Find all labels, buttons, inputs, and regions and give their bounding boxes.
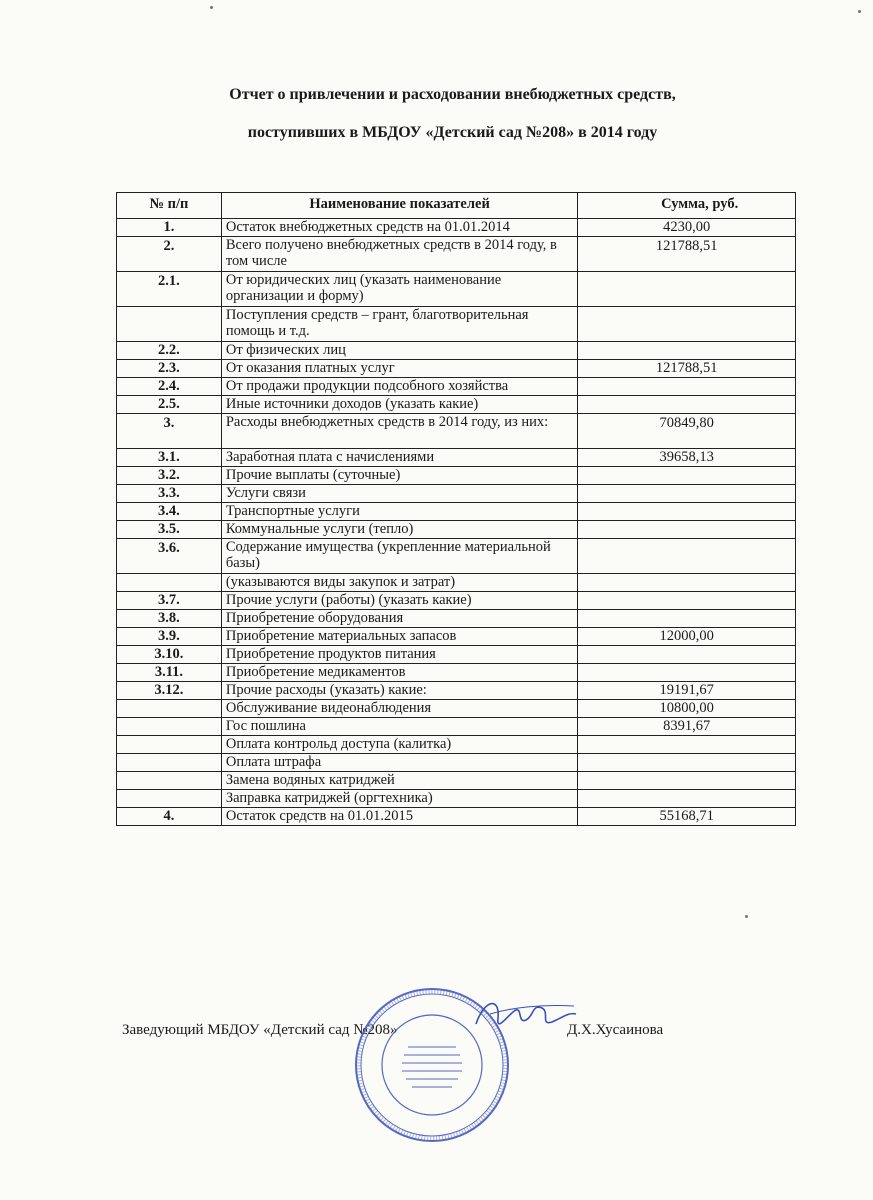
- row-name: Гос пошлина: [221, 718, 577, 736]
- row-sum: 8391,67: [578, 718, 796, 736]
- row-name: Содержание имущества (укрепленние материальной базы): [221, 539, 577, 574]
- row-num: 3.8.: [117, 610, 222, 628]
- row-name: Прочие услуги (работы) (указать какие): [221, 592, 577, 610]
- row-sum: [578, 396, 796, 414]
- row-sum: 10800,00: [578, 700, 796, 718]
- row-num: 3.9.: [117, 628, 222, 646]
- row-num: 3.3.: [117, 485, 222, 503]
- table-row: [117, 808, 796, 826]
- row-name: Оплата контрольд доступа (калитка): [221, 736, 577, 754]
- table-row: [117, 539, 796, 574]
- row-num: [117, 574, 222, 592]
- row-num: [117, 790, 222, 808]
- table-row: [117, 414, 796, 449]
- row-num: [117, 307, 222, 342]
- report-table: [116, 192, 796, 826]
- row-name: Поступления средств – грант, благотворительная помощь и т.д.: [221, 307, 577, 342]
- signer-name: Д.Х.Хусаинова: [567, 1022, 664, 1038]
- row-num: 4.: [117, 808, 222, 826]
- row-sum: [578, 485, 796, 503]
- table-row: [117, 790, 796, 808]
- row-num: [117, 772, 222, 790]
- row-name: Остаток внебюджетных средств на 01.01.2014: [221, 219, 577, 237]
- row-name: Расходы внебюджетных средств в 2014 году, из них:: [221, 414, 577, 449]
- row-num: 3.6.: [117, 539, 222, 574]
- report-title-line-2: поступивших в МБДОУ «Детский сад №208» в 2014 году: [247, 124, 658, 141]
- row-num: 2.4.: [117, 378, 222, 396]
- row-name: Замена водяных катриджей: [221, 772, 577, 790]
- row-name: Приобретение оборудования: [221, 610, 577, 628]
- table-header-row: [117, 193, 796, 219]
- row-name: Прочие расходы (указать) какие:: [221, 682, 577, 700]
- row-sum: [578, 574, 796, 592]
- row-num: 2.: [117, 237, 222, 272]
- table-row: [117, 718, 796, 736]
- row-name: Приобретение продуктов питания: [221, 646, 577, 664]
- table-row: [117, 646, 796, 664]
- row-num: 3.11.: [117, 664, 222, 682]
- row-num: 2.3.: [117, 360, 222, 378]
- handwritten-signature: [470, 990, 580, 1040]
- row-sum: [578, 610, 796, 628]
- row-num: 3.4.: [117, 503, 222, 521]
- row-num: [117, 754, 222, 772]
- row-num: 2.1.: [117, 272, 222, 307]
- table-row: [117, 628, 796, 646]
- report-title-line-1: Отчет о привлечении и расходовании внебюджетных средств,: [229, 86, 676, 103]
- row-sum: 12000,00: [578, 628, 796, 646]
- row-sum: [578, 790, 796, 808]
- row-num: 3.10.: [117, 646, 222, 664]
- table-row: [117, 521, 796, 539]
- row-num: 1.: [117, 219, 222, 237]
- row-name: (указываются виды закупок и затрат): [221, 574, 577, 592]
- header-sum: Сумма, руб.: [578, 193, 796, 219]
- row-name: Приобретение материальных запасов: [221, 628, 577, 646]
- row-sum: [578, 646, 796, 664]
- table-row: [117, 378, 796, 396]
- row-sum: [578, 503, 796, 521]
- scan-speck: [858, 10, 861, 13]
- row-sum: [578, 539, 796, 574]
- table-row: [117, 664, 796, 682]
- row-sum: 121788,51: [578, 360, 796, 378]
- table-row: [117, 610, 796, 628]
- table-row: [117, 503, 796, 521]
- table-row: [117, 736, 796, 754]
- table-row: [117, 272, 796, 307]
- scan-speck: [210, 6, 213, 9]
- signer-position: Заведующий МБДОУ «Детский сад №208»: [122, 1022, 398, 1038]
- row-num: [117, 736, 222, 754]
- row-name: От юридических лиц (указать наименование организации и форму): [221, 272, 577, 307]
- row-name: Всего получено внебюджетных средств в 2014 году, в том числе: [221, 237, 577, 272]
- row-sum: 70849,80: [578, 414, 796, 449]
- row-num: 2.2.: [117, 342, 222, 360]
- row-name: Обслуживание видеонаблюдения: [221, 700, 577, 718]
- table-row: [117, 449, 796, 467]
- table-row: [117, 467, 796, 485]
- row-sum: [578, 664, 796, 682]
- row-sum: [578, 307, 796, 342]
- table-row: [117, 574, 796, 592]
- row-name: Транспортные услуги: [221, 503, 577, 521]
- row-sum: 55168,71: [578, 808, 796, 826]
- row-sum: 19191,67: [578, 682, 796, 700]
- table-row: [117, 219, 796, 237]
- row-name: Прочие выплаты (суточные): [221, 467, 577, 485]
- row-sum: [578, 772, 796, 790]
- row-sum: [578, 378, 796, 396]
- row-sum: 39658,13: [578, 449, 796, 467]
- row-num: 3.7.: [117, 592, 222, 610]
- row-name: От физических лиц: [221, 342, 577, 360]
- table-row: [117, 592, 796, 610]
- row-sum: 121788,51: [578, 237, 796, 272]
- row-name: Иные источники доходов (указать какие): [221, 396, 577, 414]
- table-row: [117, 700, 796, 718]
- table-row: [117, 682, 796, 700]
- row-num: 2.5.: [117, 396, 222, 414]
- row-num: [117, 718, 222, 736]
- row-num: 3.1.: [117, 449, 222, 467]
- row-sum: 4230,00: [578, 219, 796, 237]
- row-sum: [578, 342, 796, 360]
- scan-speck: [745, 915, 748, 918]
- table-row: [117, 342, 796, 360]
- header-name: Наименование показателей: [221, 193, 577, 219]
- row-num: 3.: [117, 414, 222, 449]
- table-row: [117, 485, 796, 503]
- table-row: [117, 237, 796, 272]
- table-row: [117, 396, 796, 414]
- row-num: 3.5.: [117, 521, 222, 539]
- table-row: [117, 360, 796, 378]
- row-name: Коммунальные услуги (тепло): [221, 521, 577, 539]
- header-num: № п/п: [117, 193, 222, 219]
- row-sum: [578, 754, 796, 772]
- row-name: Приобретение медикаментов: [221, 664, 577, 682]
- row-num: 3.2.: [117, 467, 222, 485]
- row-name: Услуги связи: [221, 485, 577, 503]
- table-row: [117, 754, 796, 772]
- row-name: Остаток средств на 01.01.2015: [221, 808, 577, 826]
- row-sum: [578, 521, 796, 539]
- row-sum: [578, 467, 796, 485]
- row-name: От оказания платных услуг: [221, 360, 577, 378]
- row-sum: [578, 736, 796, 754]
- row-num: 3.12.: [117, 682, 222, 700]
- table-row: [117, 307, 796, 342]
- table-row: [117, 772, 796, 790]
- row-name: Заправка катриджей (оргтехника): [221, 790, 577, 808]
- row-name: Оплата штрафа: [221, 754, 577, 772]
- row-sum: [578, 592, 796, 610]
- row-num: [117, 700, 222, 718]
- row-sum: [578, 272, 796, 307]
- row-name: От продажи продукции подсобного хозяйства: [221, 378, 577, 396]
- row-name: Заработная плата с начислениями: [221, 449, 577, 467]
